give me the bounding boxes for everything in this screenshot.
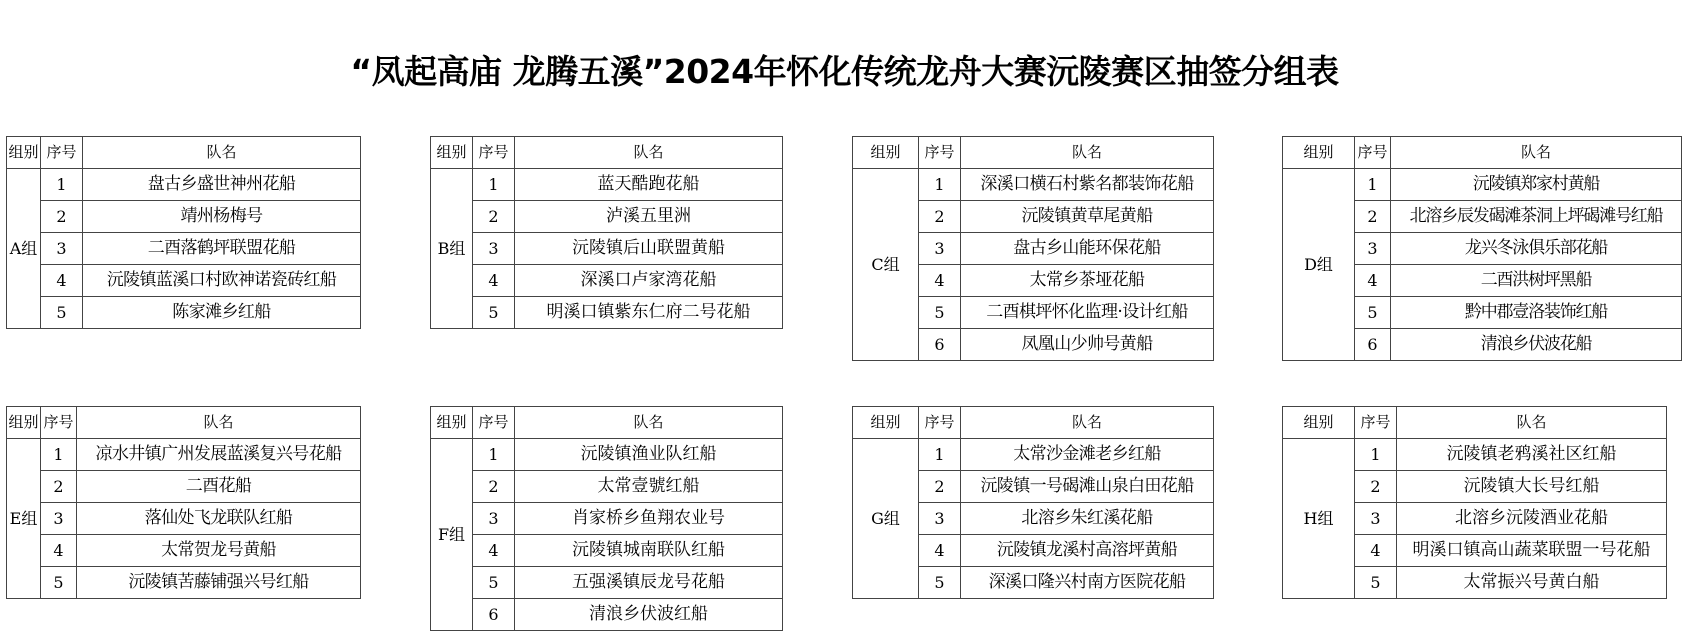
team-number: 2 (919, 201, 961, 233)
team-number: 3 (919, 233, 961, 265)
group-label: G组 (853, 439, 919, 599)
team-number: 2 (41, 471, 77, 503)
header-group: 组别 (7, 407, 41, 439)
team-name: 蓝天酷跑花船 (515, 169, 783, 201)
group-label: D组 (1283, 169, 1355, 361)
team-name: 太常振兴号黄白船 (1397, 567, 1667, 599)
team-number: 3 (41, 233, 83, 265)
team-number: 4 (1355, 265, 1391, 297)
table-row (7, 297, 361, 329)
header-seq: 序号 (1355, 137, 1391, 169)
header-team: 队名 (961, 407, 1214, 439)
header-group: 组别 (431, 407, 473, 439)
table-row (431, 233, 783, 265)
group-table-h (1282, 406, 1667, 599)
table-header-row (853, 407, 1214, 439)
table-row (431, 471, 783, 503)
team-number: 5 (919, 297, 961, 329)
team-number: 2 (473, 471, 515, 503)
team-number: 4 (919, 265, 961, 297)
team-number: 1 (919, 169, 961, 201)
team-name: 二酉洪树坪黑船 (1391, 265, 1682, 297)
group-label: F组 (431, 439, 473, 631)
header-seq: 序号 (1355, 407, 1397, 439)
group-table-e (6, 406, 361, 599)
team-number: 2 (473, 201, 515, 233)
table-row (7, 233, 361, 265)
team-name: 沅陵镇蓝溪口村欧神诺瓷砖红船 (83, 265, 361, 297)
team-number: 4 (919, 535, 961, 567)
team-number: 5 (41, 567, 77, 599)
team-number: 1 (1355, 169, 1391, 201)
header-team: 队名 (1397, 407, 1667, 439)
team-number: 3 (41, 503, 77, 535)
team-name: 沅陵镇老鸦溪社区红船 (1397, 439, 1667, 471)
group-table-f (430, 406, 783, 631)
header-group: 组别 (853, 407, 919, 439)
team-name: 黔中郡壹洛装饰红船 (1391, 297, 1682, 329)
team-number: 5 (1355, 567, 1397, 599)
table-row (431, 265, 783, 297)
team-number: 4 (1355, 535, 1397, 567)
table-row (1283, 169, 1682, 201)
table-row (7, 471, 361, 503)
table-header-row (7, 407, 361, 439)
table-row (7, 169, 361, 201)
team-name: 肖家桥乡鱼翔农业号 (515, 503, 783, 535)
team-number: 1 (473, 439, 515, 471)
table-row (1283, 439, 1667, 471)
team-number: 4 (41, 535, 77, 567)
header-team: 队名 (961, 137, 1214, 169)
group-label: A组 (7, 169, 41, 329)
header-team: 队名 (1391, 137, 1682, 169)
team-name: 沅陵镇大长号红船 (1397, 471, 1667, 503)
table-header-row (431, 137, 783, 169)
header-seq: 序号 (41, 137, 83, 169)
team-number: 4 (473, 265, 515, 297)
page-title: “凤起高庙 龙腾五溪”2024年怀化传统龙舟大赛沅陵赛区抽签分组表 (350, 52, 1339, 91)
team-number: 2 (919, 471, 961, 503)
team-number: 5 (919, 567, 961, 599)
table-row (431, 297, 783, 329)
table-row (853, 439, 1214, 471)
team-number: 5 (473, 567, 515, 599)
team-name: 陈家滩乡红船 (83, 297, 361, 329)
group-table-g (852, 406, 1214, 599)
team-number: 3 (1355, 503, 1397, 535)
table-row (853, 169, 1214, 201)
table-row (431, 599, 783, 631)
team-name: 明溪口镇紫东仁府二号花船 (515, 297, 783, 329)
team-number: 6 (473, 599, 515, 631)
table-row (431, 503, 783, 535)
team-name: 清浪乡伏波红船 (515, 599, 783, 631)
table-row (431, 201, 783, 233)
table-row (7, 201, 361, 233)
header-group: 组别 (853, 137, 919, 169)
header-seq: 序号 (473, 137, 515, 169)
team-number: 3 (473, 233, 515, 265)
header-group: 组别 (431, 137, 473, 169)
team-number: 2 (41, 201, 83, 233)
team-name: 北溶乡朱红溪花船 (961, 503, 1214, 535)
table-header-row (1283, 137, 1682, 169)
team-name: 沅陵镇渔业队红船 (515, 439, 783, 471)
table-row (431, 439, 783, 471)
table-row (7, 535, 361, 567)
group-label: H组 (1283, 439, 1355, 599)
team-name: 北溶乡辰发碣滩茶洞上坪碣滩号红船 (1391, 201, 1682, 233)
team-name: 深溪口隆兴村南方医院花船 (961, 567, 1214, 599)
header-seq: 序号 (919, 407, 961, 439)
team-name: 太常壹號红船 (515, 471, 783, 503)
table-row (7, 503, 361, 535)
header-group: 组别 (1283, 407, 1355, 439)
team-name: 靖州杨梅号 (83, 201, 361, 233)
table-header-row (1283, 407, 1667, 439)
team-name: 清浪乡伏波花船 (1391, 329, 1682, 361)
team-name: 沅陵镇苦藤铺强兴号红船 (77, 567, 361, 599)
group-label: B组 (431, 169, 473, 329)
team-name: 落仙处飞龙联队红船 (77, 503, 361, 535)
header-team: 队名 (515, 407, 783, 439)
header-group: 组别 (7, 137, 41, 169)
team-number: 3 (473, 503, 515, 535)
header-seq: 序号 (41, 407, 77, 439)
table-row (431, 535, 783, 567)
header-team: 队名 (83, 137, 361, 169)
group-label: C组 (853, 169, 919, 361)
team-number: 4 (473, 535, 515, 567)
team-number: 3 (919, 503, 961, 535)
team-name: 北溶乡沅陵酒业花船 (1397, 503, 1667, 535)
header-seq: 序号 (473, 407, 515, 439)
team-name: 太常贺龙号黄船 (77, 535, 361, 567)
table-row (7, 439, 361, 471)
team-name: 盘古乡盛世神州花船 (83, 169, 361, 201)
team-name: 龙兴冬泳俱乐部花船 (1391, 233, 1682, 265)
team-name: 泸溪五里洲 (515, 201, 783, 233)
table-row (7, 265, 361, 297)
team-name: 凉水井镇广州发展蓝溪复兴号花船 (77, 439, 361, 471)
table-header-row (431, 407, 783, 439)
table-row (431, 567, 783, 599)
team-number: 5 (473, 297, 515, 329)
team-number: 6 (1355, 329, 1391, 361)
group-label: E组 (7, 439, 41, 599)
team-number: 2 (1355, 201, 1391, 233)
team-number: 2 (1355, 471, 1397, 503)
team-name: 盘古乡山能环保花船 (961, 233, 1214, 265)
team-name: 五强溪镇辰龙号花船 (515, 567, 783, 599)
table-row (431, 169, 783, 201)
table-row (7, 567, 361, 599)
team-number: 3 (1355, 233, 1391, 265)
team-name: 二酉棋坪怀化监理·设计红船 (961, 297, 1214, 329)
team-name: 明溪口镇高山蔬菜联盟一号花船 (1397, 535, 1667, 567)
team-number: 1 (1355, 439, 1397, 471)
team-number: 4 (41, 265, 83, 297)
team-name: 太常沙金滩老乡红船 (961, 439, 1214, 471)
group-table-c (852, 136, 1214, 361)
team-number: 5 (1355, 297, 1391, 329)
team-number: 1 (919, 439, 961, 471)
header-team: 队名 (515, 137, 783, 169)
team-name: 沅陵镇龙溪村高溶坪黄船 (961, 535, 1214, 567)
team-name: 沅陵镇郑家村黄船 (1391, 169, 1682, 201)
header-team: 队名 (77, 407, 361, 439)
team-number: 5 (41, 297, 83, 329)
header-group: 组别 (1283, 137, 1355, 169)
team-name: 二酉花船 (77, 471, 361, 503)
team-name: 深溪口卢家湾花船 (515, 265, 783, 297)
group-table-d (1282, 136, 1682, 361)
team-name: 沅陵镇城南联队红船 (515, 535, 783, 567)
team-name: 沅陵镇后山联盟黄船 (515, 233, 783, 265)
team-name: 深溪口横石村紫名都装饰花船 (961, 169, 1214, 201)
header-seq: 序号 (919, 137, 961, 169)
table-header-row (853, 137, 1214, 169)
group-table-a (6, 136, 361, 329)
team-name: 沅陵镇黄草尾黄船 (961, 201, 1214, 233)
team-number: 1 (473, 169, 515, 201)
team-number: 1 (41, 169, 83, 201)
team-name: 太常乡茶垭花船 (961, 265, 1214, 297)
team-name: 沅陵镇一号碣滩山泉白田花船 (961, 471, 1214, 503)
table-header-row (7, 137, 361, 169)
group-table-b (430, 136, 783, 329)
team-number: 1 (41, 439, 77, 471)
team-name: 凤凰山少帅号黄船 (961, 329, 1214, 361)
team-name: 二酉落鹤坪联盟花船 (83, 233, 361, 265)
team-number: 6 (919, 329, 961, 361)
